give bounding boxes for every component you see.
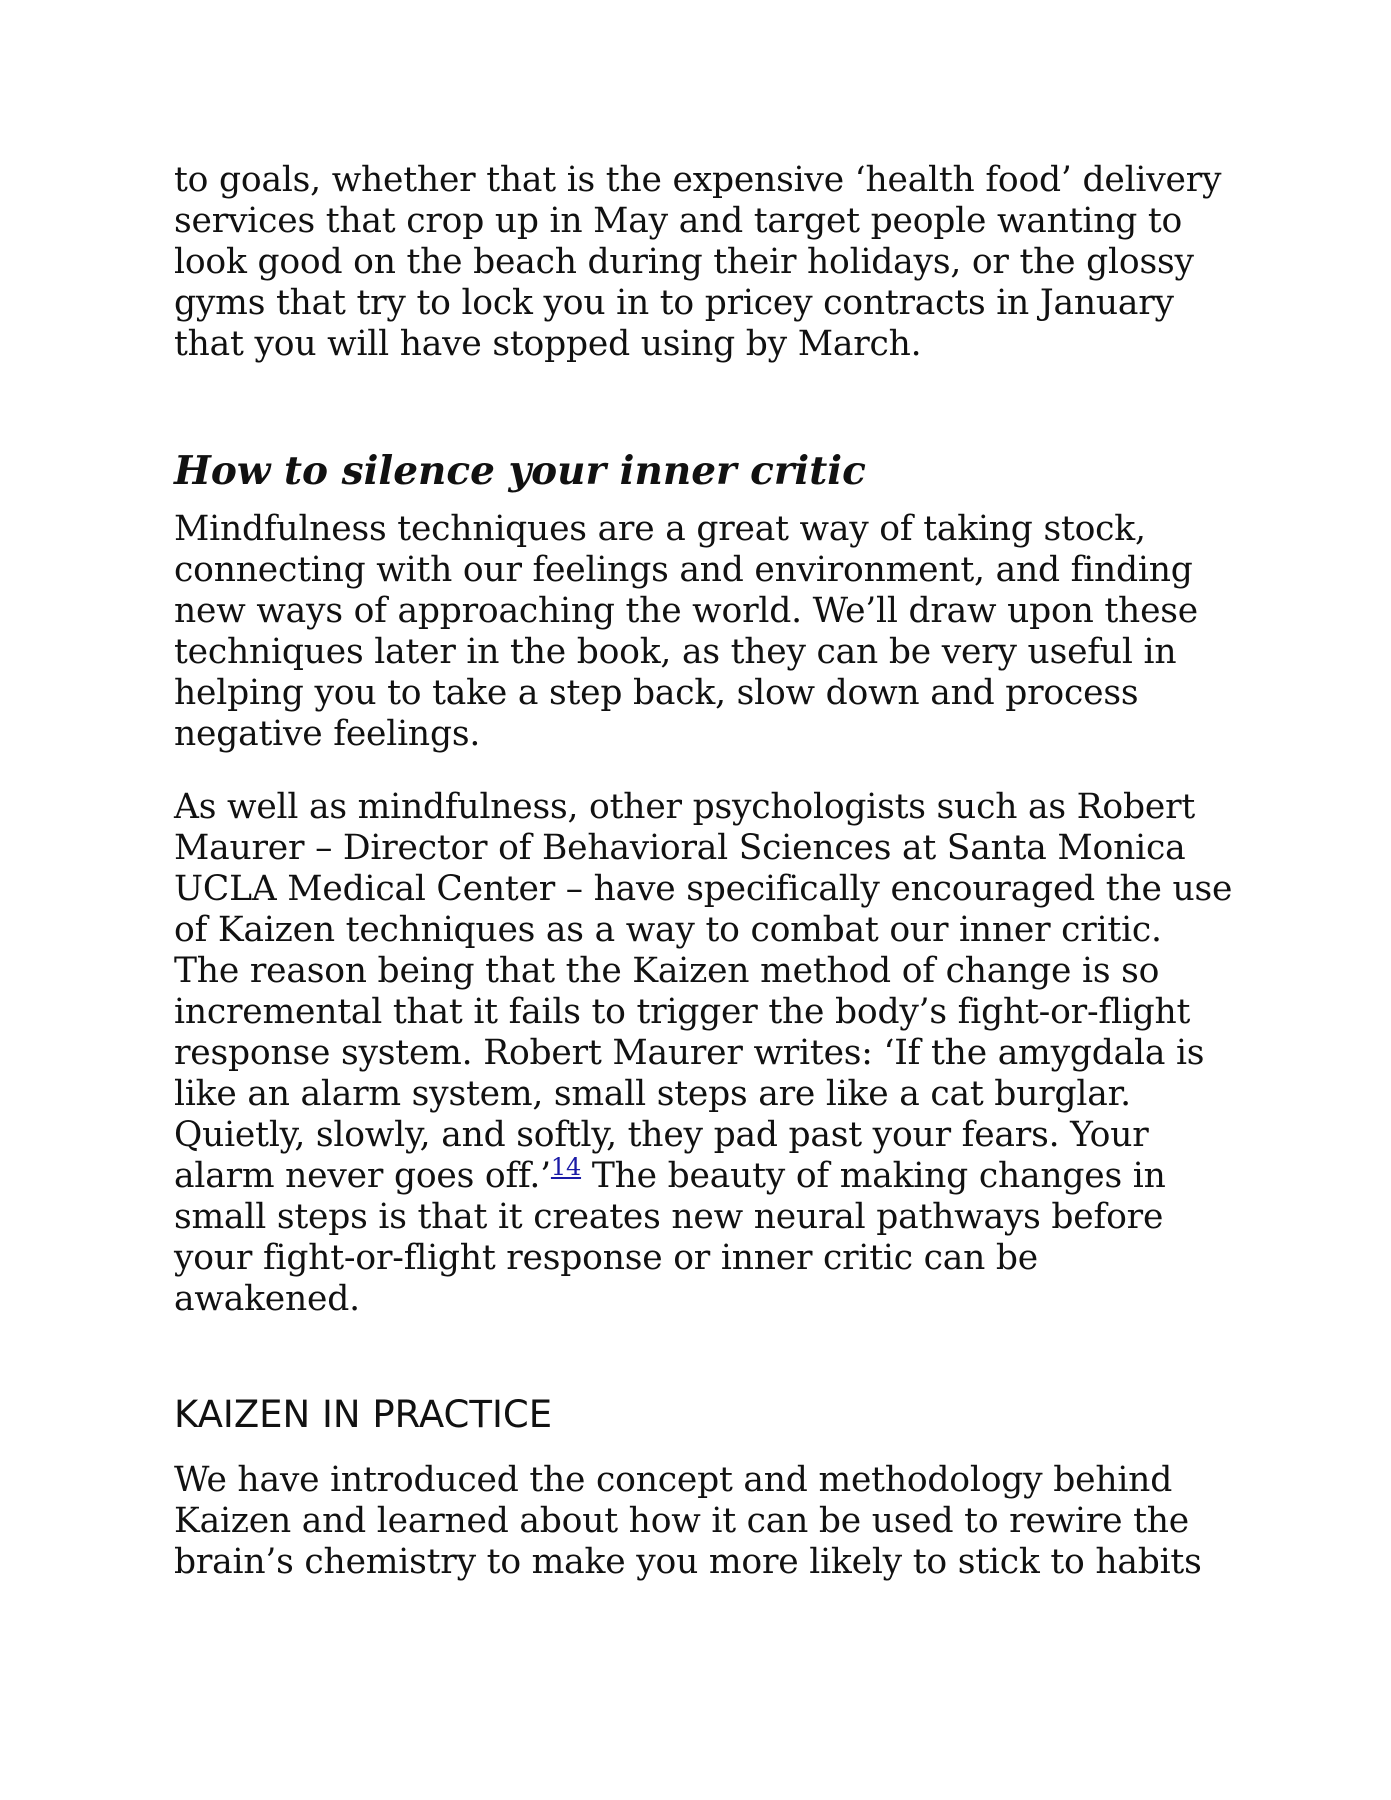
paragraph-maurer-text-after: The beauty of making changes in small steps is that it creates new neural pathways before your fight-or-flight response or inner critic can be awakened. — [174, 1156, 1166, 1319]
paragraph-mindfulness: Mindfulness techniques are a great way of taking stock, connecting with our feelings and environment, and finding new ways of approaching the world. We’ll draw upon these techniques later in the book, as they can be very useful in helping you to take a step back, slow down and process negative feelings. — [174, 509, 1199, 754]
paragraph-maurer — [174, 787, 1234, 1320]
footnote-link-14[interactable]: 14 — [550, 1153, 582, 1181]
paragraph-goals: to goals, whether that is the expensive ‘health food’ delivery services that crop up in May and target people wanting to look good on the beach during their holidays, or the glossy gyms that try to lock you in to pricey contracts in January that you will have stopped using by March. — [174, 160, 1222, 364]
document-page — [174, 160, 1234, 1583]
paragraph-kaizen-intro: We have introduced the concept and methodology behind Kaizen and learned about how it can be used to rewire the brain’s chemistry to make you more likely to stick to habits — [174, 1460, 1202, 1582]
paragraph-maurer-text-before: As well as mindfulness, other psychologists such as Robert Maurer – Director of Behavioral Sciences at Santa Monica UCLA Medical Center – have specifically encouraged the use of Kaizen techniques as a way to combat our inner critic. The reason being that the Kaizen method of change is so incremental that it fails to trigger the body’s fight-or-flight response system. Robert Maurer writes: ‘If the amygdala is like an alarm system, small steps are like a cat burglar. Quietly, slowly, and softly, they pad past your fears. Your alarm never goes off.’ — [174, 787, 1233, 1196]
section-heading-kaizen-in-practice: KAIZEN IN PRACTICE — [174, 1393, 553, 1436]
section-heading-inner-critic: How to silence your inner critic — [174, 448, 866, 494]
